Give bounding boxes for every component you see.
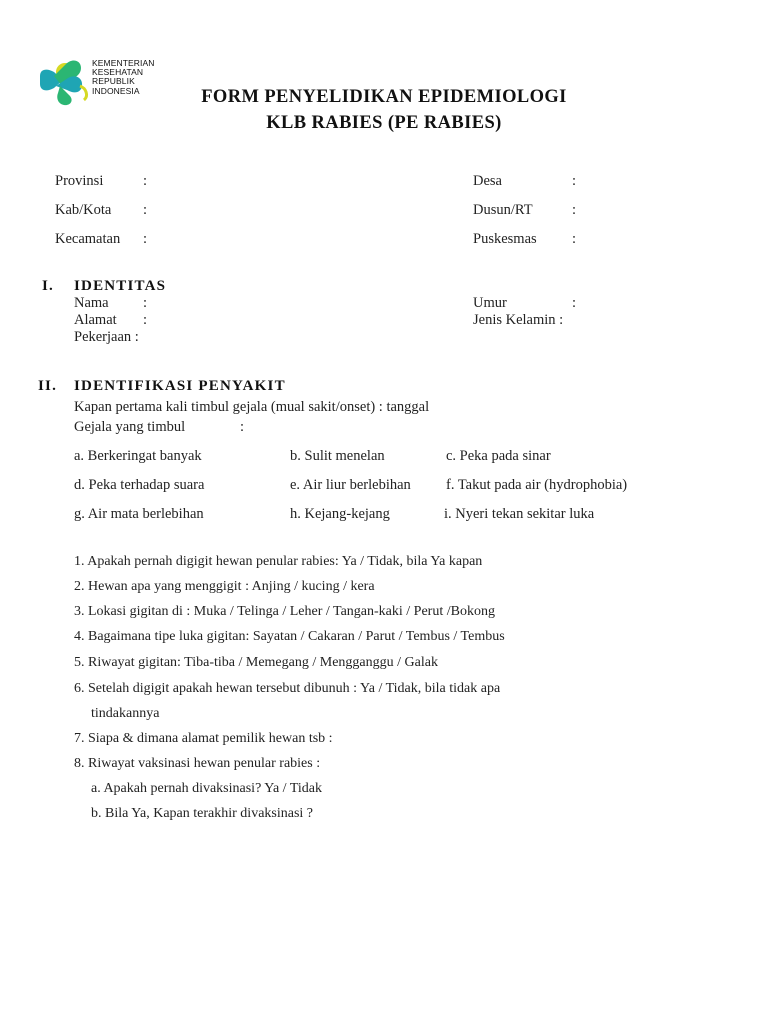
symptom-e: e. Air liur berlebihan xyxy=(290,477,411,493)
question-1: 1. Apakah pernah digigit hewan penular rabies: Ya / Tidak, bila Ya kapan xyxy=(74,554,483,569)
question-2: 2. Hewan apa yang menggigit : Anjing / kucing / kera xyxy=(74,579,375,594)
section-2-number: II. xyxy=(38,378,58,394)
alamat-label: Alamat xyxy=(74,312,117,328)
kecamatan-sep: : xyxy=(143,231,148,247)
gejala-label: Gejala yang timbul xyxy=(74,419,186,435)
provinsi-label: Provinsi xyxy=(55,173,104,189)
symptom-c: c. Peka pada sinar xyxy=(446,448,551,464)
ministry-line: KEMENTERIAN xyxy=(92,58,155,68)
symptom-i: i. Nyeri tekan sekitar luka xyxy=(444,506,595,522)
puskesmas-sep: : xyxy=(572,231,577,247)
form-subtitle: KLB RABIES (PE RABIES) xyxy=(266,113,502,133)
kabkota-label: Kab/Kota xyxy=(55,202,112,218)
symptom-g: g. Air mata berlebihan xyxy=(74,506,204,522)
umur-sep: : xyxy=(572,295,577,311)
question-5: 5. Riwayat gigitan: Tiba-tiba / Memegang / Mengganggu / Galak xyxy=(74,655,438,670)
question-8b: b. Bila Ya, Kapan terakhir divaksinasi ? xyxy=(91,806,314,821)
gejala-sep: : xyxy=(240,419,245,435)
kabkota-sep: : xyxy=(143,202,148,218)
section-1-number: I. xyxy=(42,278,54,294)
form-title: FORM PENYELIDIKAN EPIDEMIOLOGI xyxy=(201,87,567,107)
kecamatan-label: Kecamatan xyxy=(55,231,121,247)
dusun-sep: : xyxy=(572,202,577,218)
symptom-d: d. Peka terhadap suara xyxy=(74,477,205,493)
section-2-heading: IDENTIFIKASI PENYAKIT xyxy=(74,378,286,394)
onset-text: Kapan pertama kali timbul gejala (mual sakit/onset) : tanggal xyxy=(74,399,430,415)
question-7: 7. Siapa & dimana alamat pemilik hewan tsb : xyxy=(74,731,333,746)
symptom-h: h. Kejang-kejang xyxy=(290,506,390,522)
symptom-a: a. Berkeringat banyak xyxy=(74,448,202,464)
question-4: 4. Bagaimana tipe luka gigitan: Sayatan / Cakaran / Parut / Tembus / Tembus xyxy=(74,629,505,644)
desa-sep: : xyxy=(572,173,577,189)
umur-label: Umur xyxy=(473,295,507,311)
ministry-line: REPUBLIK xyxy=(92,76,135,87)
symptom-b: b. Sulit menelan xyxy=(290,448,385,464)
nama-sep: : xyxy=(143,295,148,311)
puskesmas-label: Puskesmas xyxy=(473,231,537,247)
desa-label: Desa xyxy=(473,173,502,189)
question-6: 6. Setelah digigit apakah hewan tersebut dibunuh : Ya / Tidak, bila tidak apa xyxy=(74,681,501,696)
pekerjaan-label: Pekerjaan : xyxy=(74,329,139,345)
question-3: 3. Lokasi gigitan di : Muka / Telinga / Leher / Tangan-kaki / Perut /Bokong xyxy=(74,604,495,619)
question-8a: a. Apakah pernah divaksinasi? Ya / Tidak xyxy=(91,781,322,796)
question-6-continued: tindakannya xyxy=(91,706,160,721)
alamat-sep: : xyxy=(143,312,148,328)
jenis-kelamin-label: Jenis Kelamin : xyxy=(473,312,564,328)
ministry-line: INDONESIA xyxy=(92,85,140,96)
ministry-line: KESEHATAN xyxy=(92,67,144,78)
section-1-heading: IDENTITAS xyxy=(74,278,167,294)
provinsi-sep: : xyxy=(143,173,148,189)
symptom-f: f. Takut pada air (hydrophobia) xyxy=(446,477,628,493)
question-8: 8. Riwayat vaksinasi hewan penular rabies : xyxy=(74,756,321,771)
nama-label: Nama xyxy=(74,295,109,311)
dusun-label: Dusun/RT xyxy=(473,202,533,218)
